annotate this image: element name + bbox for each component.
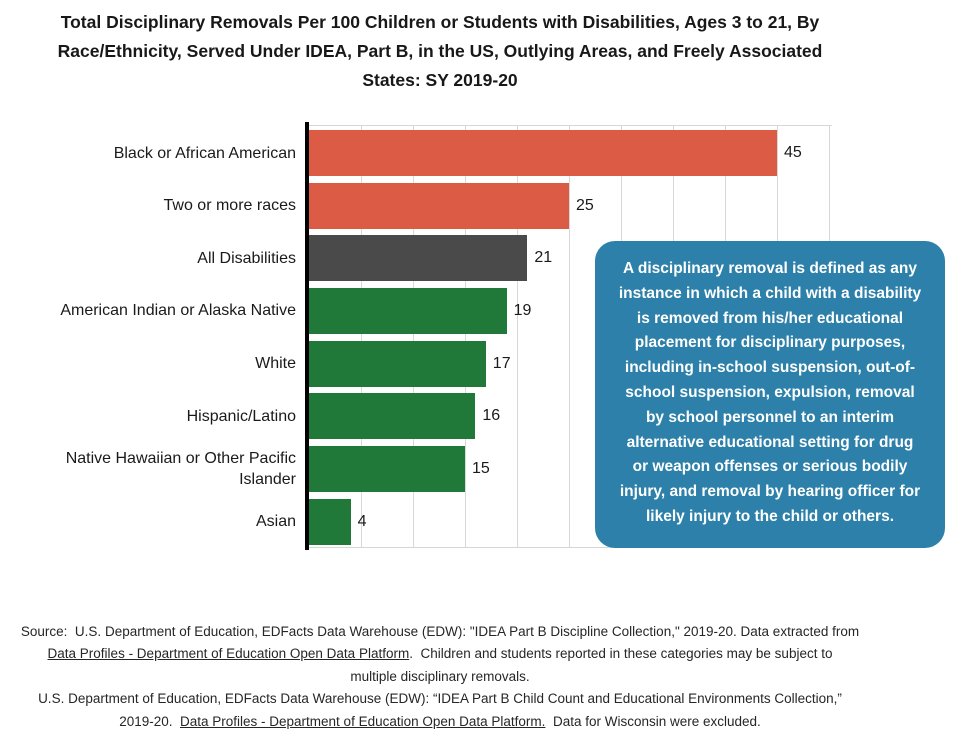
source-text: U.S. Department of Education, EDFacts Data Warehouse (EDW): “IDEA Part B Child Count and Educational Environments Collection,” xyxy=(38,691,842,707)
bar-black-or-african-american xyxy=(309,130,777,176)
source-line xyxy=(0,621,880,643)
definition-text-line: placement for disciplinary purposes, xyxy=(634,334,906,352)
bar-all-disabilities xyxy=(309,235,527,281)
bar-value-label: 25 xyxy=(576,196,594,214)
bar-white xyxy=(309,341,486,387)
category-label-american-indian-or-alaska-native: American Indian or Alaska Native xyxy=(60,302,296,320)
category-label-asian: Asian xyxy=(255,513,296,531)
definition-text-line: injury, and removal by hearing officer for xyxy=(619,483,921,501)
category-label-all-disabilities: All Disabilities xyxy=(197,249,296,267)
bar-asian xyxy=(309,499,351,545)
bar-hispanic-latino xyxy=(309,393,475,439)
definition-text-line: or weapon offenses or serious bodily xyxy=(632,458,908,476)
bar-value-label: 4 xyxy=(357,512,367,530)
bar-two-or-more-races xyxy=(309,183,569,229)
category-label-native-hawaiian-or-other-pacific-islander: Native Hawaiian or Other Pacific Islander xyxy=(65,449,296,488)
source-line xyxy=(0,666,880,688)
bar-native-hawaiian-or-other-pacific-islander xyxy=(309,446,465,492)
bar-value-label: 45 xyxy=(784,144,802,161)
definition-text-line: school suspension, expulsion, removal xyxy=(625,383,915,401)
chart-title-line: States: SY 2019-20 xyxy=(362,70,518,90)
bar-value-label: 17 xyxy=(492,354,511,372)
definition-text-line: A disciplinary removal is defined as any xyxy=(622,260,918,277)
source-text: multiple disciplinary removals. xyxy=(350,668,530,684)
definition-text-line: likely injury to the child or others. xyxy=(645,507,895,525)
category-label-black-or-african-american: Black or African American xyxy=(113,144,296,162)
bar-value-label: 21 xyxy=(534,249,553,267)
source-link[interactable]: Data Profiles - Department of Education Open Data Platform. xyxy=(180,713,546,729)
definition-text-line: instance in which a child with a disability xyxy=(618,284,922,302)
source-text: Data for Wisconsin were excluded. xyxy=(545,713,761,729)
definition-text-line: is removed from his/her educational xyxy=(636,309,904,327)
chart-title-line: Total Disciplinary Removals Per 100 Children or Students with Disabilities, Ages 3 to 21, By xyxy=(60,12,820,32)
source-text: 2019-20. xyxy=(119,713,180,729)
bar-american-indian-or-alaska-native xyxy=(309,288,507,334)
source-text: Source: U.S. Department of Education, EDFacts Data Warehouse (EDW): "IDEA Part B Discipline Collection," 2019-20. Data extracted from xyxy=(20,624,860,639)
bar-value-label: 19 xyxy=(513,301,532,319)
bar-value-label: 15 xyxy=(472,459,490,477)
source-link[interactable]: Data Profiles - Department of Education Open Data Platform xyxy=(47,646,410,662)
gridline xyxy=(569,125,570,547)
source-line xyxy=(0,688,880,710)
category-label-hispanic-latino: Hispanic/Latino xyxy=(186,407,296,425)
category-label-white: White xyxy=(255,355,296,373)
category-label-two-or-more-races: Two or more races xyxy=(163,197,296,215)
bar-value-label: 16 xyxy=(482,407,501,425)
source-note xyxy=(0,621,880,733)
source-line xyxy=(0,643,880,665)
definition-text-line: alternative educational setting for drug xyxy=(626,433,914,451)
source-text: . Children and students reported in these categories may be subject to xyxy=(409,646,833,662)
definition-callout xyxy=(595,241,945,548)
definition-text-line: including in-school suspension, out-of- xyxy=(624,359,916,377)
source-line xyxy=(0,711,880,733)
definition-text-line: by school personnel to an interim xyxy=(645,408,895,426)
chart-title-line: Race/Ethnicity, Served Under IDEA, Part B, in the US, Outlying Areas, and Freely Associated xyxy=(57,41,823,61)
